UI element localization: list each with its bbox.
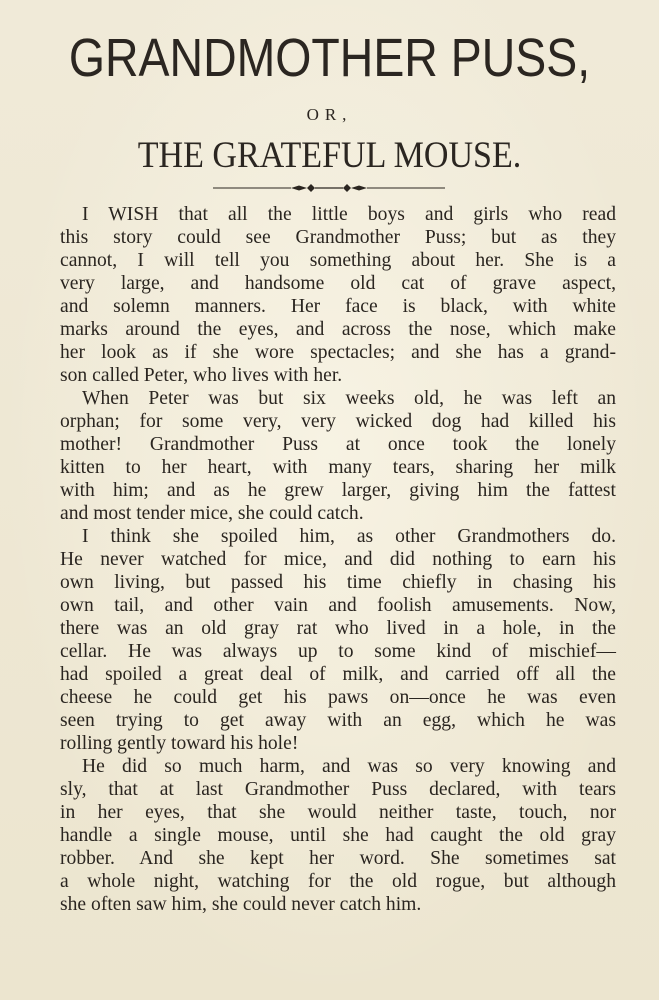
story-line: I think she spoiled him, as other Grandmothers do.	[82, 526, 616, 547]
story-paragraph	[38, 755, 616, 916]
ornamental-rule-icon	[213, 182, 445, 194]
story-text	[38, 203, 616, 916]
story-line: kitten to her heart, with many tears, sharing her milk	[60, 457, 616, 478]
story-line: rolling gently toward his hole!	[60, 733, 299, 754]
story-line: When Peter was but six weeks old, he was left an	[82, 388, 616, 409]
story-line: in her eyes, that she would neither taste, touch, nor	[60, 802, 616, 823]
story-line: handle a single mouse, until she had caught the old gray	[60, 825, 616, 846]
story-line: there was an old gray rat who lived in a hole, in the	[60, 618, 616, 639]
story-line: robber. And she kept her word. She sometimes sat	[60, 848, 616, 869]
story-line: cheese he could get his paws on—once he was even	[60, 687, 616, 708]
story-line: own tail, and other vain and foolish amusements. Now,	[60, 595, 616, 616]
story-line: cannot, I will tell you something about her. She is a	[60, 250, 616, 271]
story-line: and most tender mice, she could catch.	[60, 503, 364, 524]
page-subtitle: THE GRATEFUL MOUSE.	[137, 135, 522, 176]
story-paragraph	[38, 387, 616, 525]
story-line: own living, but passed his time chiefly in chasing his	[60, 572, 616, 593]
page-title: GRANDMOTHER PUSS,	[68, 28, 591, 88]
story-line: she often saw him, she could never catch him.	[60, 894, 422, 915]
story-line: orphan; for some very, very wicked dog had killed his	[60, 411, 616, 432]
story-line: had spoiled a great deal of milk, and carried off all the	[60, 664, 616, 685]
story-line: He never watched for mice, and did nothing to earn his	[60, 549, 616, 570]
story-paragraph	[38, 203, 616, 387]
story-line: seen trying to get away with an egg, which he was	[60, 710, 616, 731]
story-line: her look as if she wore spectacles; and she has a grand-	[60, 342, 616, 363]
story-line: marks around the eyes, and across the nose, which make	[60, 319, 616, 340]
story-paragraph	[38, 525, 616, 755]
story-line: and solemn manners. Her face is black, with white	[60, 296, 616, 317]
story-line: this story could see Grandmother Puss; but as they	[60, 227, 616, 248]
story-line: mother! Grandmother Puss at once took the lonely	[60, 434, 616, 455]
story-line: very large, and handsome old cat of grave aspect,	[60, 273, 616, 294]
story-line: a whole night, watching for the old rogue, but although	[60, 871, 616, 892]
story-line: sly, that at last Grandmother Puss declared, with tears	[60, 779, 616, 800]
story-line: son called Peter, who lives with her.	[60, 365, 343, 386]
story-line: He did so much harm, and was so very knowing and	[82, 756, 616, 777]
story-line: with him; and as he grew larger, giving him the fattest	[60, 480, 616, 501]
story-line: cellar. He was always up to some kind of mischief—	[60, 641, 616, 662]
story-line: I WISH that all the little boys and girls who read	[82, 204, 616, 225]
title-conjunction: OR,	[306, 105, 353, 124]
